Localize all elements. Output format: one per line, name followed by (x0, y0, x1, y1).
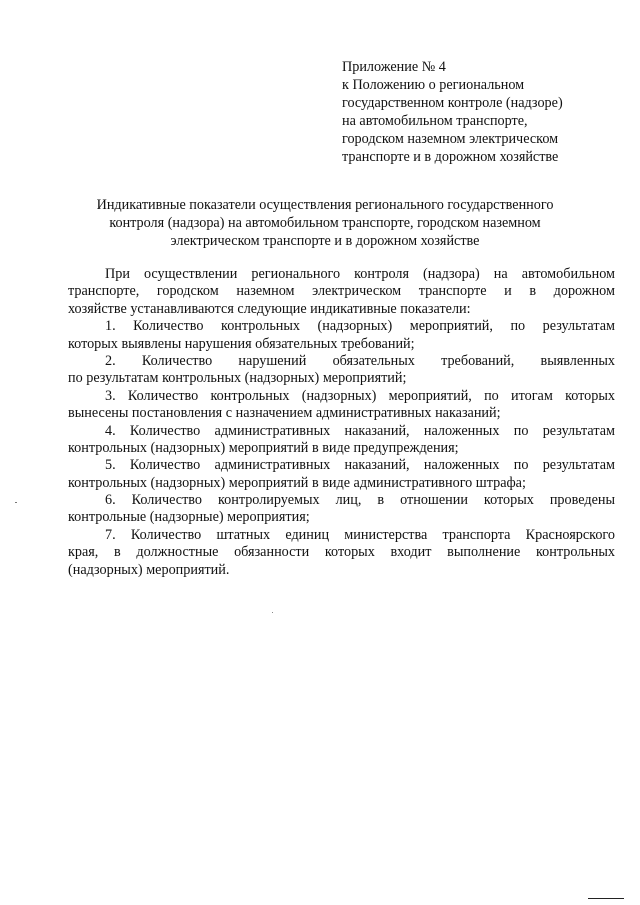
indicator-1-cont: которых выявлены нарушения обязательных требований; (68, 335, 415, 352)
indicator-1: 1. Количество контрольных (надзорных) мероприятий, по результатам (105, 318, 615, 335)
title-line: Индикативные показатели осуществления регионального государственного (96, 197, 554, 213)
intro-line: При осуществлении регионального контроля (надзора) на автомобильном (105, 266, 615, 282)
appendix-line: государственном контроле (надзоре) (342, 95, 563, 111)
indicator-4: 4. Количество административных наказаний, наложенных по результатам (105, 422, 615, 439)
indicator-2: 2. Количество нарушений обязательных требований, выявленных (105, 352, 615, 369)
intro-line: хозяйстве устанавливаются следующие индикативные показатели: (68, 300, 471, 317)
indicator-2-cont: по результатам контрольных (надзорных) мероприятий; (68, 370, 407, 387)
appendix-line: транспорте и в дорожном хозяйстве (342, 149, 559, 165)
indicator-4-cont: контрольных (надзорных) мероприятий в виде предупреждения; (68, 439, 459, 456)
indicator-5: 5. Количество административных наказаний, наложенных по результатам (105, 457, 615, 474)
indicator-7-cont: края, в должностные обязанности которых входит выполнение контрольных (68, 544, 615, 561)
intro-line: транспорте, городском наземном электрическом транспорте и в дорожном (68, 283, 615, 300)
indicator-7: 7. Количество штатных единиц министерства транспорта Красноярского (105, 526, 615, 543)
indicator-6-cont: контрольные (надзорные) мероприятия; (68, 509, 310, 526)
appendix-number: Приложение № 4 (342, 59, 446, 75)
appendix-line: на автомобильном транспорте, (342, 113, 528, 129)
indicator-5-cont: контрольных (надзорных) мероприятий в виде административного штрафа; (68, 474, 526, 491)
indicator-6: 6. Количество контролируемых лиц, в отношении которых проведены (105, 492, 615, 509)
indicator-3-cont: вынесены постановления с назначением административных наказаний; (68, 405, 501, 422)
scan-speck (15, 502, 17, 503)
appendix-header (342, 58, 612, 166)
document-body (68, 266, 615, 579)
title-line: контроля (надзора) на автомобильном транспорте, городском наземном (109, 215, 541, 231)
document-title (40, 196, 610, 250)
appendix-line: к Положению о региональном (342, 77, 525, 93)
appendix-line: городском наземном электрическом (342, 131, 559, 147)
scan-speck (272, 612, 273, 613)
footer-rule (588, 898, 624, 899)
title-line: электрическом транспорте и в дорожном хозяйстве (170, 233, 480, 249)
indicator-3: 3. Количество контрольных (надзорных) мероприятий, по итогам которых (105, 387, 615, 404)
indicator-7-end: (надзорных) мероприятий. (68, 561, 230, 578)
